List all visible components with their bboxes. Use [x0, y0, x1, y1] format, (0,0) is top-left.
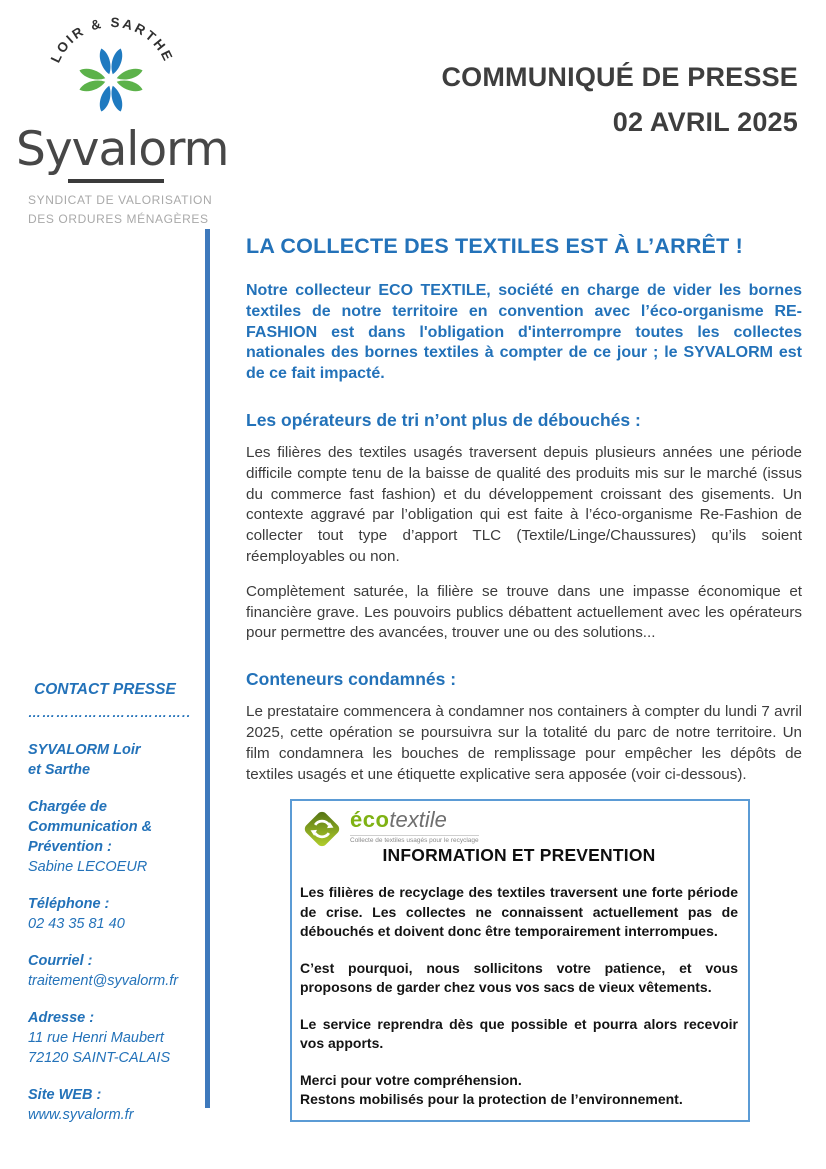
address-line1: 11 rue Henri Maubert — [28, 1030, 164, 1046]
org-line2: et Sarthe — [28, 762, 91, 778]
contact-org — [28, 740, 193, 780]
logo-arc-and-flower — [22, 12, 212, 134]
logo-underline — [68, 179, 164, 183]
org-line1: SYVALORM Loir — [28, 742, 141, 758]
vertical-separator — [205, 229, 210, 1108]
eco-logo-word-textile: textile — [389, 807, 447, 833]
info-box-closing-line: Restons mobilisés pour la protection de l’environnement. — [300, 1091, 683, 1108]
role-line1: Chargée de — [28, 799, 107, 815]
email-label: Courriel : — [28, 953, 93, 969]
address-label: Adresse : — [28, 1010, 95, 1026]
logo-tagline-line2: DES ORDURES MÉNAGÈRES — [28, 212, 209, 226]
contact-presse-heading: CONTACT PRESSE — [34, 681, 176, 698]
phone-number: 02 43 35 81 40 — [28, 916, 125, 932]
article-title: LA COLLECTE DES TEXTILES EST À L’ARRÊT ! — [246, 234, 743, 258]
website-url: www.syvalorm.fr — [28, 1107, 134, 1123]
eco-diamond-icon — [300, 807, 344, 851]
press-release-date: 02 AVRIL 2025 — [612, 107, 798, 137]
contact-sidebar — [28, 680, 193, 1125]
info-box-paragraph3: Le service reprendra dès que possible et pourra alors recevoir vos apports. — [300, 1015, 738, 1052]
logo-wordmark: Syvalorm — [16, 122, 229, 177]
contact-person — [28, 797, 193, 877]
eco-logo-word-eco: éco — [350, 807, 390, 833]
website-label: Site WEB : — [28, 1087, 102, 1103]
section1-paragraph1: Les filières des textiles usagés traversent depuis plusieurs années une période difficile compte tenu de la baisse de qualité des produits mis sur le marché (issus du commerce fast fashion) et du développement croissant des gisements. Un contexte aggravé par l’obligation qui est faite à l’éco-organisme Re-Fashion de collecter tout type d’apport TLC (Textile/Linge/Chaussures) qu’ils soient réemployables ou non. — [246, 443, 802, 565]
info-box-heading: INFORMATION ET PREVENTION — [382, 845, 656, 866]
eco-logo-tagline: Collecte de textiles usagés pour le recyclage — [350, 837, 479, 845]
info-box-paragraph1: Les filières de recyclage des textiles traversent une forte période de crise. Les collectes ne connaissent actuellement pas de débouchés et doivent donc être temporairement interrompues. — [300, 884, 738, 940]
info-box-paragraph2: C’est pourquoi, nous sollicitons votre patience, et vous proposons de garder chez vous vos sacs de vieux vêtements. — [300, 959, 738, 996]
contact-website — [28, 1085, 193, 1125]
dotted-divider: …………………………….. — [28, 705, 192, 720]
syvalorm-logo — [14, 12, 229, 229]
email-address: traitement@syvalorm.fr — [28, 973, 179, 989]
logo-arc-text: LOIR & SARTHE — [47, 14, 177, 66]
phone-label: Téléphone : — [28, 896, 110, 912]
section2-paragraph1: Le prestataire commencera à condamner nos containers à compter du lundi 7 avril 2025, cette opération se poursuivra sur la totalité du parc de notre territoire. Un film condamnera les bouches de remplissage pour empêcher les dépôts de textiles usagés et une étiquette explicative sera apposée (voir ci-dessous). — [246, 703, 802, 783]
info-box-paragraph4 — [300, 1071, 738, 1110]
article-intro: Notre collecteur ECO TEXTILE, société en charge de vider les bornes textiles de notre territoire en convention avec l’éco-organisme RE-FASHION est dans l'obligation d'interrompre toutes les collectes nationales des bornes textiles à compter de ce jour ; le SYVALORM est de ce fait impacté. — [246, 282, 802, 383]
logo-tagline-line1: SYNDICAT DE VALORISATION — [28, 193, 213, 207]
article-body — [246, 234, 802, 1122]
section1-paragraph2: Complètement saturée, la filière se trouve dans une impasse économique et financière grave. Les pouvoirs publics débattent actuellement avec les opérateurs pour permettre des avancées, trouver une ou des solutions... — [246, 582, 802, 642]
document-header — [441, 62, 798, 138]
address-line2: 72120 SAINT-CALAIS — [28, 1050, 171, 1066]
contact-address — [28, 1008, 193, 1068]
contact-email — [28, 951, 193, 991]
press-release-title: COMMUNIQUÉ DE PRESSE — [441, 62, 798, 92]
info-box-thanks-line: Merci pour votre compréhension. — [300, 1071, 522, 1088]
flower-icon — [78, 47, 144, 113]
section2-heading: Conteneurs condamnés : — [246, 669, 457, 690]
information-box — [290, 799, 750, 1122]
svg-text:LOIR & SARTHE — [48, 15, 177, 65]
role-line2: Communication & — [28, 819, 153, 835]
contact-name: Sabine LECOEUR — [28, 859, 148, 875]
section1-heading: Les opérateurs de tri n’ont plus de débouchés : — [246, 409, 641, 430]
contact-phone — [28, 894, 193, 934]
role-line3: Prévention : — [28, 839, 112, 855]
